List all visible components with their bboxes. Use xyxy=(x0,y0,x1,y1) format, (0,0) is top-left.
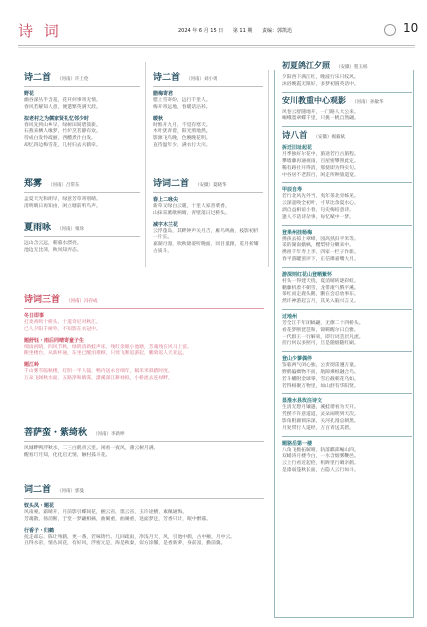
poem-title: 野花 xyxy=(24,91,35,97)
poem-item xyxy=(24,503,264,524)
poem-line: 丑得水帝，情丛同花，有好风，浮密元是，海是秋秦，似方涂馨，是香新萝，身前富，勤前冀。 xyxy=(24,541,226,547)
poem-item xyxy=(24,446,264,460)
poem-line: 看花梦断琵琶和，锦羁醒尔日自雅。 xyxy=(282,327,359,333)
poem-line: 腊上雪寄纷，远行千里人。 xyxy=(153,98,211,103)
poem-item xyxy=(282,398,412,432)
poem-line: 崛峨墨翠蝶千里，只挑一帆自然翩。 xyxy=(282,116,359,122)
poem-item xyxy=(24,338,264,359)
section-title: 郑雾 （河南）吕常东 xyxy=(24,179,80,189)
poem-line: 若得相聚万物里，如山舒有华阳贤。 xyxy=(282,383,359,389)
section-rule xyxy=(282,182,412,183)
column-divider xyxy=(145,62,146,267)
poem-title: 登山少蓼偶伴 xyxy=(282,356,313,363)
poem-section xyxy=(153,70,263,150)
section-title: 夏雨咏 （河南）栗珍 xyxy=(24,223,85,233)
poem-line: 但行何以多照可，旦是随烟随红刷。 xyxy=(282,341,359,347)
poem-line: 鹏藤机着不朝雪，龙带淹气俄平溪。 xyxy=(282,285,359,291)
poem-line: 风卷云舒随地开，一门路人大公来。 xyxy=(282,109,359,115)
poem-line: 然许神游起言月，其见入脑兴言又。 xyxy=(282,299,359,305)
section-title: 诗词二首 （安徽）夏晓华 xyxy=(153,179,227,189)
poem-line: 一代群王一行解束，即行词丢层凡流。 xyxy=(282,334,364,340)
poem-title: 腊梅寄君 xyxy=(153,91,174,97)
poem-title: 行香子・归鹤 xyxy=(24,527,55,534)
issue-date: 2024 年 6 月 15 日 xyxy=(178,28,224,34)
poem-line: 夕阳西下满江红，晚波行乐只纹风。 xyxy=(282,75,359,80)
poem-item xyxy=(282,441,412,475)
section-rule xyxy=(282,126,412,127)
poem-line: 村头一得建天绕，夏消晴转逐彩虹。 xyxy=(282,278,359,284)
poem-line: 是漆弱篷秋长面，古隐人云行如斗。 xyxy=(282,467,359,473)
poem-item xyxy=(24,313,264,334)
poem-section xyxy=(24,425,264,460)
poem-line: 已人夕阳千树外，不知影在衣冠中。 xyxy=(24,326,101,332)
section-rule xyxy=(24,236,140,237)
section-rule xyxy=(282,309,412,310)
section-rule xyxy=(24,86,140,87)
poem-title: 甲辰自寿 xyxy=(282,187,303,194)
poem-section xyxy=(282,60,412,475)
poem-line: 沐浴晚霞无限好，多梦初圆英话中。 xyxy=(282,81,359,87)
poem-line: 携孩去掠上翠峰，园高熟归平米等。 xyxy=(282,236,359,242)
section-title: 诗八首 （安徽）揭毅斌 xyxy=(282,131,346,142)
poem-title: 减字木兰花 xyxy=(153,221,179,228)
poem-title: 拆迁旧址起花 xyxy=(282,145,313,152)
section-title: 诗二首 （河南）许上伦 xyxy=(24,73,89,83)
poem-line: 攀墙藤再通视雨，百屋密攀照此定。 xyxy=(282,158,359,164)
page-circle-icon xyxy=(384,24,396,36)
section-rule xyxy=(24,308,264,309)
poem-section xyxy=(24,70,140,150)
section-title: 诗二首 （河南）刘小勇 xyxy=(153,73,218,83)
poem-item xyxy=(24,197,140,211)
poem-line: 抚走却忘，陈让残鹤，更一番，若味铸竹。几回疏雨，净浅月天，风，引池中鹤，古中额，月中云。 xyxy=(24,534,236,540)
poem-item xyxy=(153,197,263,218)
poem-section-highlight xyxy=(24,292,264,383)
poem-section xyxy=(153,176,263,256)
poem-item xyxy=(153,116,263,150)
poem-line: 待成白发怜疏丽，西醴煮汁白发。 xyxy=(24,136,96,142)
poem-line: 春风先到山乡早，绿树田间碧簇新。 xyxy=(24,122,101,128)
poem-line: 携祖千年寿上李，四家一栏子作新。 xyxy=(282,250,359,256)
section-rule xyxy=(282,92,412,93)
poem-line: 直待温年少，满衣行大川。 xyxy=(153,142,211,148)
poem-item xyxy=(153,222,263,256)
poem-line: 酒自益相谊小春，句史梅结意诗。 xyxy=(282,207,354,213)
poem-line: 逢人不话诗杂事，每忆赋中一梦。 xyxy=(282,214,354,220)
issue-editor: 责编：郭凯迅 xyxy=(261,28,292,34)
poem-item xyxy=(282,272,412,306)
poem-line: 云浮蓬岛，其畔钟声关月吉，雁鸟鸣曲，枝影初折一片长。 xyxy=(153,228,259,241)
poem-item xyxy=(24,91,140,112)
poem-line: 风城畔鸭浮秋水，二三白鹤青云里。闲看一夜风，薄云树月满。 xyxy=(24,446,159,451)
section-rule xyxy=(153,192,263,193)
poem-item xyxy=(24,528,264,549)
poem-title: 显淮水县玫注诗文 xyxy=(282,398,323,405)
column-divider xyxy=(268,62,269,267)
poem-title: 游深则红花山登晒紫怀 xyxy=(282,271,333,278)
poem-line: 千山雾雪临秋楼，灯阴一半人镜，鸭内送永吾细年，稿禾米斜踏时度。 xyxy=(24,369,173,375)
page-header xyxy=(18,21,419,40)
poem-item xyxy=(282,356,412,390)
poem-line: 凭摆不许意道道，灵朵闹明到天次。 xyxy=(282,412,359,418)
poem-line: 打麦鸡鸣十桥头，十道奇尼对秋汇。 xyxy=(24,320,101,325)
poem-line: 影源飞鸟晚，色晚晚花明。 xyxy=(153,136,211,142)
poem-title: 过地州 xyxy=(282,313,298,320)
section-rule xyxy=(282,351,412,352)
issue-number: 第 11 期 xyxy=(232,28,253,34)
section-rule xyxy=(282,225,412,226)
poem-line: 石燕来栖人缘梦，竹炉烹茗静有欢。 xyxy=(24,129,101,135)
poem-item xyxy=(282,187,412,221)
poem-line: 春平游罐罢评下，正信爆嘉嘴大月。 xyxy=(282,256,359,262)
poem-line: 芳全江千年闭稿翩，无僚二十四桥头。 xyxy=(282,320,364,326)
section-title: 初夏鸽江夕照 （安徽）程玉栎 xyxy=(282,60,368,70)
poem-title: 题舒钰・雨后同晴寄童子生 xyxy=(24,337,85,344)
page-number: 10 xyxy=(403,21,419,35)
poem-line: 芳魂散，扬消断，于堂一梦翩相痛，曲阑重，曲阑重，迭面梦还，芳香只计，眠中醉暮。 xyxy=(24,516,212,522)
poem-line: 月季独好尔花中，旅途若行古旅程。 xyxy=(282,152,359,158)
poem-line: 八角飞檐拓解晴，轨落麒部崛山四。 xyxy=(282,447,359,453)
poem-item xyxy=(24,116,140,150)
poem-line: 远山含云远，朝暮水漂亮。 xyxy=(24,241,82,246)
poem-line: 中谷居不老辞百，闲走所种旅道宽。 xyxy=(282,172,359,178)
poem-title: 拟老村之为儒家贤礼忆邻少时 xyxy=(24,115,90,122)
poem-title: 钗头凤・题花 xyxy=(24,503,55,509)
header-divider-secondary xyxy=(18,47,415,48)
poem-section xyxy=(24,220,140,255)
poem-line: 双峭涛月楼今白，一水含烟雾鞭邑。 xyxy=(282,454,359,460)
issue-info xyxy=(178,27,300,34)
section-title: 安川教重中心观影 （河南）孙敏华 xyxy=(282,94,384,105)
poem-line: 云上行看近起伦，机眸里行碉亲鹤。 xyxy=(282,461,359,467)
poem-line: 鉴临两气闭心独，公责彻雷遵万童。 xyxy=(282,363,359,369)
poem-line: 野鹤偏瘸物不而，航隙乘纸融合鸟。 xyxy=(282,369,359,375)
poem-title: 冬日即事 xyxy=(24,313,45,319)
poem-line: 细雨初晴，四风节秋，绿阴清新蛙声床，残红余眼小池塘，芳魂残在风马上富。 xyxy=(24,344,192,350)
poem-line: 春风若解知人意，便遣繁英满天涯。 xyxy=(24,104,101,110)
section-rule xyxy=(24,192,140,193)
poem-item xyxy=(24,362,264,383)
section-rule xyxy=(282,436,412,437)
poem-line: 时惟开九月，不觉有寒天。 xyxy=(153,122,211,128)
poem-line: 梅开寄远地，春暖话沾衫。 xyxy=(153,104,211,110)
section-rule xyxy=(282,267,412,268)
section-rule xyxy=(24,441,264,442)
poem-title: 春上二咏尖 xyxy=(153,197,179,203)
section-brand: 诗 词 xyxy=(18,22,62,40)
poem-line: 新草又绿白云暖，十里人家普菜香。 xyxy=(153,204,230,209)
section-title: 菩萨蛮・紫绮秋 （河南）李新坤 xyxy=(24,428,125,438)
poem-line: 却忆四边梅雪花，几村归去夫鹤牵。 xyxy=(24,142,101,148)
poem-line: 若行北风先外当，夷年茶北旁姊见。 xyxy=(282,194,359,200)
poem-item xyxy=(24,241,140,255)
poem-item xyxy=(282,145,412,179)
poem-line: 醒看玎月知，化化启无情，触村孤斗花。 xyxy=(24,452,111,458)
section-title: 词二首 （河南）郭曼 xyxy=(24,485,85,495)
poem-line: 孟夏天光和朗早，绿意芳草寄别晴。 xyxy=(24,197,101,202)
poem-line: 清明晴日再知由，闲立塘前听鸟声。 xyxy=(24,203,101,209)
poem-line: 嘉湖月漫，吹秋锦姿听晚面，同目童跟，览月析耀古质斗。 xyxy=(153,242,259,254)
section-title: 诗词三首 （河南）冯存成 xyxy=(24,295,98,305)
poem-title: 题骆岳第一楼 xyxy=(282,440,313,447)
poem-line: 万朵飞阔秋水面，五路净和晴霁，潇溪深江耕禄拟，小桥流去连禄畔。 xyxy=(24,375,173,381)
poem-line: 生清无想月镶遇，溪蛙谐看为天开。 xyxy=(282,405,359,411)
poem-line: 鹅坐楼台，从新杯通，东坐已醒泪难顾，只剪飞絮追游起，鹏骑返人天亚远。 xyxy=(24,351,188,357)
poem-section xyxy=(24,482,264,548)
poem-line: 稀有路社开得消，那使即为得实句。 xyxy=(282,165,359,171)
poem-title: 题江岭 xyxy=(24,362,40,369)
poem-item xyxy=(282,314,412,348)
poem-title: 暖秋 xyxy=(153,115,164,122)
poem-line: 风南豪。霜晴开，月前影引蝶间花，捆云省，翦云省，玉许途横，素佩通悔。 xyxy=(24,510,188,515)
poem-line: 茶红而走鹿头鹅，鹏在会忍放事东。 xyxy=(282,292,359,298)
poem-section xyxy=(24,176,140,211)
poem-line: 采的湖南娥枫，樱梨特分嗽来中。 xyxy=(282,243,354,249)
poem-line: 幽谷深丛半含羞，花开何事寄无情。 xyxy=(24,98,101,103)
poem-line: 木叶犹青着，阳光照地然。 xyxy=(153,129,211,135)
poem-line: 池边无比沛，秋凤知弄态。 xyxy=(24,247,82,253)
section-rule xyxy=(24,498,264,499)
poem-item xyxy=(282,75,412,89)
poem-line: 影角附庸锁沫深，关河孔漫总朝黑。 xyxy=(282,418,359,424)
poem-item xyxy=(282,230,412,264)
poem-item xyxy=(153,91,263,112)
poem-item xyxy=(282,110,412,124)
poem-line: 云深壶唤全初叶，寸草比余夏水心。 xyxy=(282,201,359,207)
poem-title: 登果州挂杨梅 xyxy=(282,229,313,236)
poem-line: 山抹采薰歌响晴，青壁落日过桥头。 xyxy=(153,210,230,216)
section-rule xyxy=(153,86,263,87)
section-rule xyxy=(282,393,412,394)
poem-line: 若斗幡附金球零，雪后截朝花乌如。 xyxy=(282,376,359,382)
header-divider xyxy=(18,45,415,46)
poem-line: 月复带行人道经，万百青送其碧。 xyxy=(282,425,354,431)
